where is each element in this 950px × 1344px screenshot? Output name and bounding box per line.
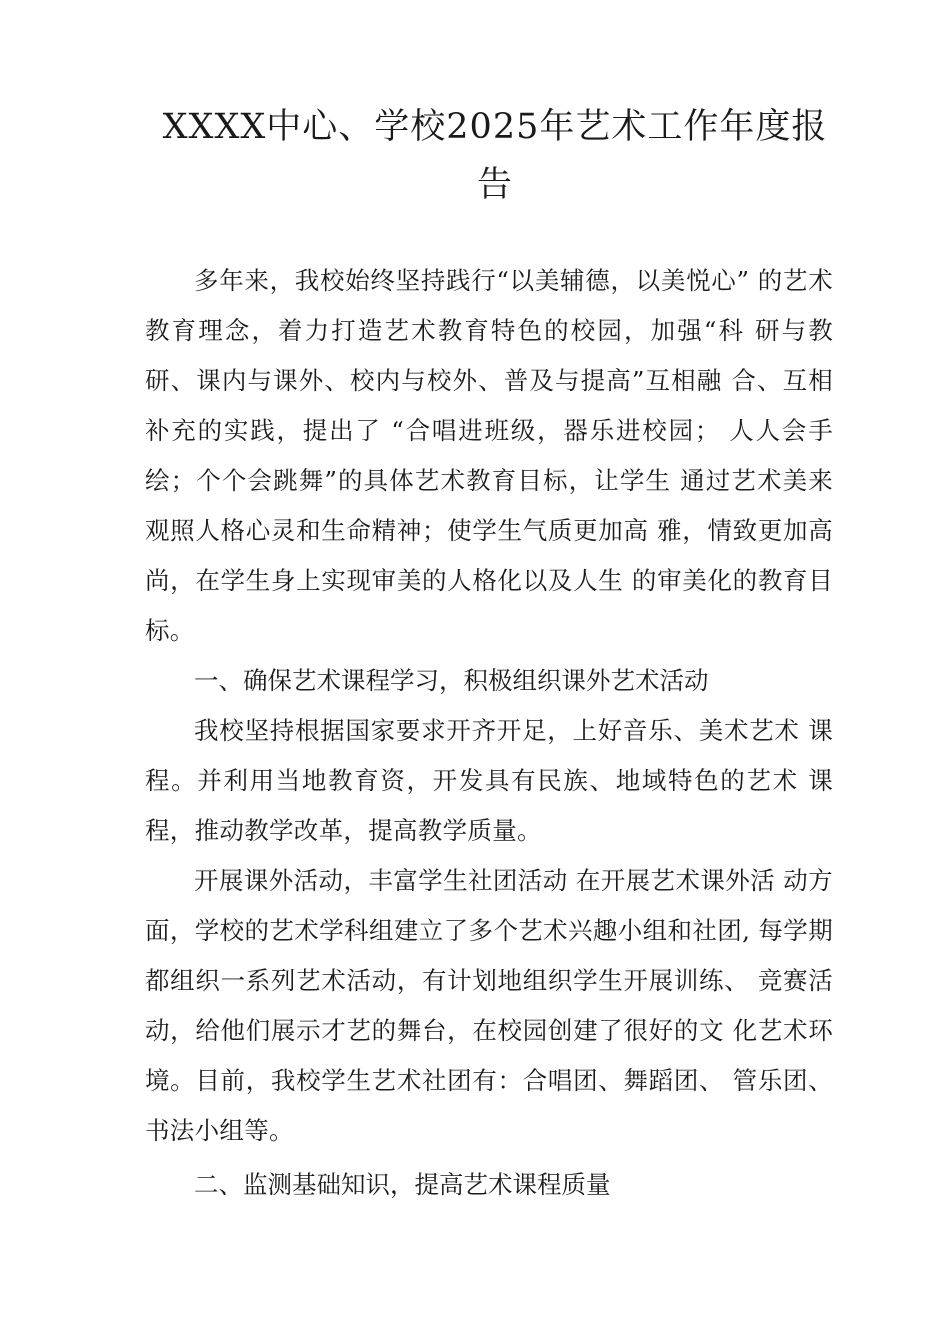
document-title <box>150 98 840 214</box>
document-body <box>145 256 833 1210</box>
document-title-line-2: 告 <box>476 165 513 205</box>
section-1-paragraph-2: 开展课外活动，丰富学生社团活动 在开展艺术课外活 动方面，学校的艺术学科组建立了多个艺术兴趣小组和社团, 每学期都组织一系列艺术活动，有计划地组织学生开展训练、 竞赛活动，给他们展示才艺的舞台，在校园创建了很好的文 化艺术环境。目前，我校学生艺术社团有：合唱团、舞蹈团、 管乐团、书法小组等。 <box>145 866 833 1145</box>
intro-paragraph: 多年来，我校始终坚持践行“以美辅德，以美悦心” 的艺术教育理念，着力打造艺术教育特色的校园，加强“科 研与教研、课内与课外、校内与校外、普及与提高”互相融 合、互相补充的实践，提出了 “合唱进班级，器乐进校园； 人人会手绘；个个会跳舞”的具体艺术教育目标，让学生 通过艺术美来观照人格心灵和生命精神；使学生气质更加高 雅，情致更加高尚，在学生身上实现审美的人格化以及人生 的审美化的教育目标。 <box>145 266 833 645</box>
section-2-heading: 二、监测基础知识，提高艺术课程质量 <box>194 1170 611 1199</box>
section-1-heading: 一、确保艺术课程学习，积极组织课外艺术活动 <box>194 666 709 695</box>
section-1-paragraph-1: 我校坚持根据国家要求开齐开足，上好音乐、美术艺术 课程。并利用当地教育资，开发具有民族、地域特色的艺术 课程，推动教学改革，提高教学质量。 <box>145 716 833 845</box>
document-title-line-1: XXXX中心、学校2025年艺术工作年度报 <box>162 107 828 147</box>
